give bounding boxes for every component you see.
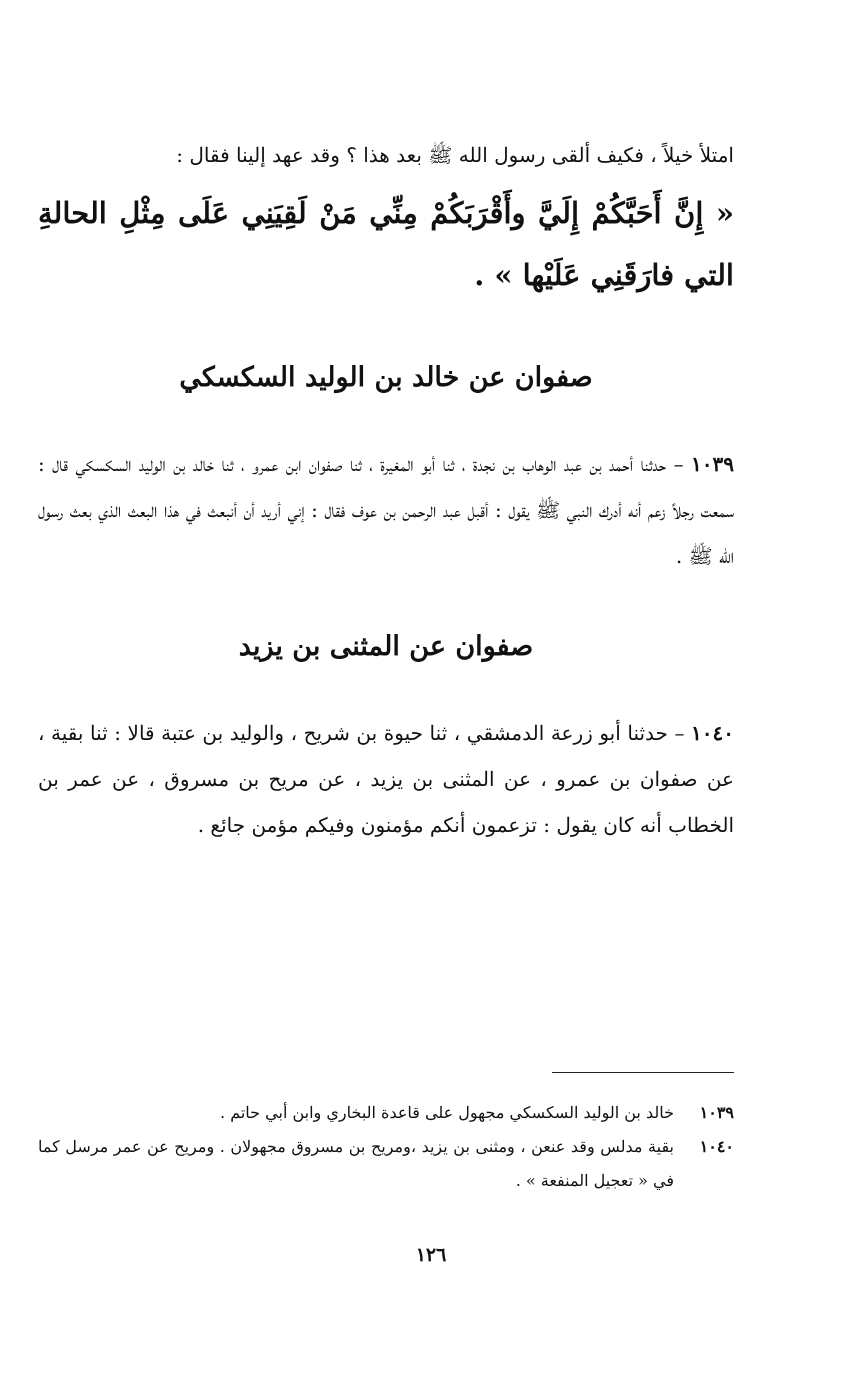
page-number: ١٢٦	[415, 1244, 447, 1266]
section-heading-2: صفوان عن المثنى بن يزيد	[238, 631, 534, 662]
footnote-text: بقية مدلس وقد عنعن ، ومثنى بن يزيد ،ومريح بن مسروق مجهولان . ومريح عن عمر مرسل كما في « تعجيل المنفعة » .	[38, 1137, 674, 1190]
footnote-item	[38, 1096, 734, 1130]
footnotes	[38, 1096, 734, 1198]
top-text: امتلأ خيلاً ، فكيف ألقى رسول الله ﷺ بعد هذا ؟ وقد عهد إلينا فقال :	[176, 143, 734, 167]
footnote-item	[38, 1130, 734, 1198]
hadith-text: – حدثنا أحمد بن عبد الوهاب بن نجدة ، ثنا أبو المغيرة ، ثنا صفوان ابن عمرو ، ثنا خالد بن الوليد السكسكي قال : سمعت رجلاً زعم أنه أدرك النبي ﷺ يقول : أقبل عبد الرحمن بن عوف فقال : إني أريد أن أنبعث في هذا البعث الذي بعث رسول الله ﷺ .	[38, 452, 734, 568]
hadith-text: – حدثنا أبو زرعة الدمشقي ، ثنا حيوة بن شريح ، والوليد بن عتبة قالا : ثنا بقية ، عن صفوان بن عمرو ، عن المثنى بن يزيد ، عن مريح بن مسروق ، عن عمر بن الخطاب أنه كان يقول : تزعمون أنكم مؤمنون وفيكم مؤمن جائع .	[38, 721, 734, 837]
footnote-number: ١٠٤٠	[699, 1137, 734, 1156]
footnote-number: ١٠٣٩	[699, 1103, 734, 1122]
footnote-text: خالد بن الوليد السكسكي مجهول على قاعدة البخاري وابن أبي حاتم .	[220, 1103, 674, 1122]
section-heading-1: صفوان عن خالد بن الوليد السكسكي	[179, 362, 593, 393]
hadith-1039	[38, 441, 734, 579]
footnote-divider	[552, 1072, 734, 1073]
hadith-number: ١٠٤٠	[691, 721, 734, 745]
hadith-1040	[38, 710, 734, 848]
hadith-number: ١٠٣٩	[691, 452, 734, 476]
hadith-quote: « إِنَّ أَحَبَّكُمْ إِلَيَّ وأَقْرَبَكُمْ مِنِّي مَنْ لَقِيَنِي عَلَى مِثْلِ الحالةِ التي فارَقَنِي عَلَيْها » .	[38, 196, 734, 292]
page-body	[38, 132, 734, 848]
